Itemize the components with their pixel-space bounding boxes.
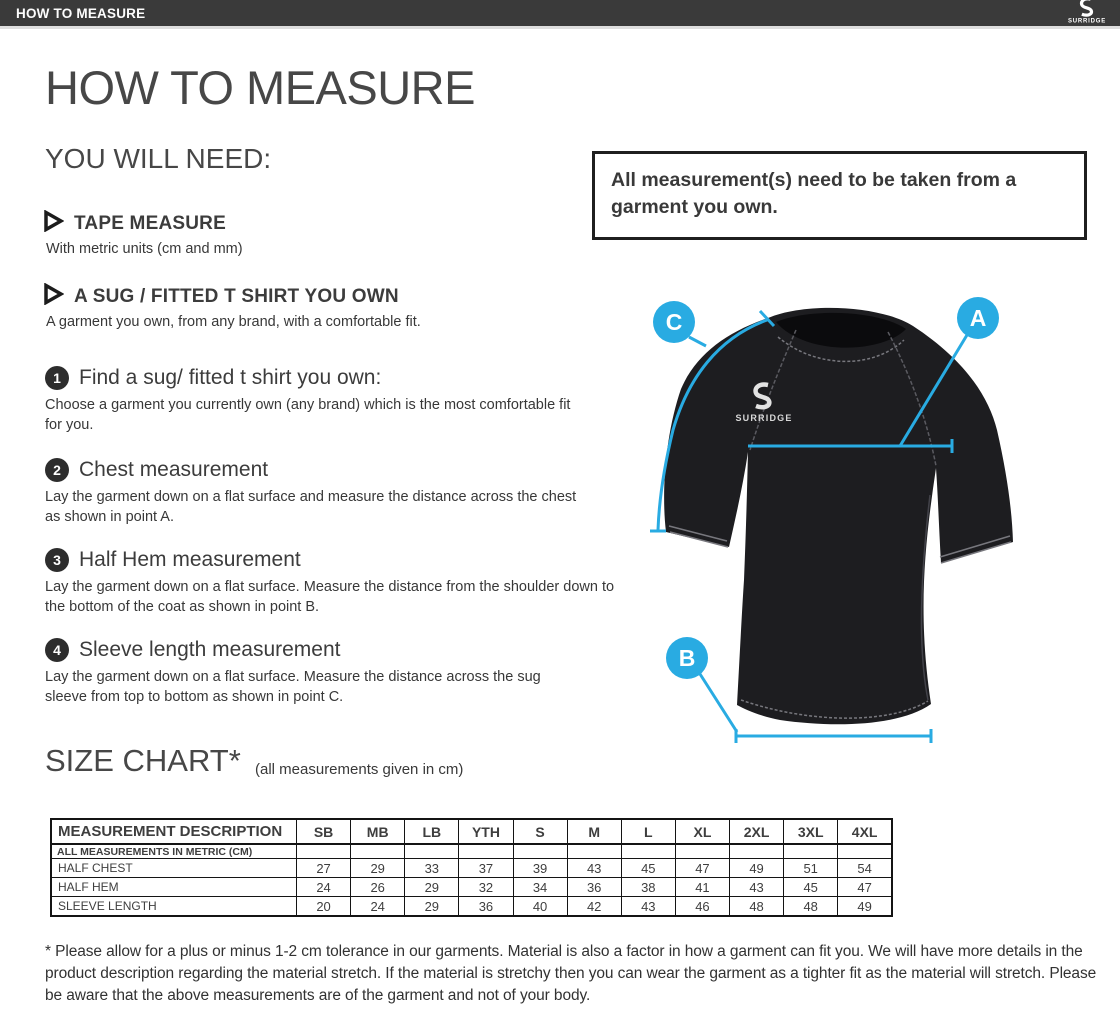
step-item-4 [45,638,580,707]
table-cell: 36 [459,897,513,917]
table-cell: 45 [621,859,675,878]
table-cell-empty [351,844,405,859]
step-item-1 [45,366,580,435]
table-cell: 48 [784,897,838,917]
measure-point-a-label: A [969,305,987,331]
size-chart-table [50,818,893,917]
play-triangle-icon [43,210,64,237]
table-cell: 51 [784,859,838,878]
table-row-label: SLEEVE LENGTH [51,897,297,917]
table-cell: 24 [351,897,405,917]
need-item-head [43,283,421,310]
need-item-tape-measure [43,210,243,257]
table-row-label: HALF CHEST [51,859,297,878]
need-item-head [43,210,243,237]
table-header-size: MB [351,819,405,844]
table-cell: 39 [513,859,567,878]
table-header-row [51,819,892,844]
step-head [45,638,580,662]
table-row-label: HALF HEM [51,878,297,897]
table-row [51,859,892,878]
table-header-size: L [621,819,675,844]
notice-box [592,151,1087,240]
table-header-size: 4XL [838,819,892,844]
page-title: HOW TO MEASURE [45,61,475,114]
table-cell-empty [838,844,892,859]
table-header-size: 3XL [784,819,838,844]
size-chart-heading: SIZE CHART* [45,743,241,778]
step-head [45,548,633,572]
table-metric-row [51,844,892,859]
table-row [51,897,892,917]
surridge-logo-icon [1064,0,1110,29]
table-cell: 49 [730,859,784,878]
table-row [51,878,892,897]
table-header-size: S [513,819,567,844]
table-cell: 20 [297,897,351,917]
need-item-description: A garment you own, from any brand, with a comfortable fit. [46,314,421,330]
table-cell-empty [675,844,729,859]
table-cell: 26 [351,878,405,897]
shirt-diagram [600,280,1120,780]
size-chart-table-body [51,844,892,916]
table-cell: 27 [297,859,351,878]
measure-point-b-label: B [678,645,696,671]
table-cell: 33 [405,859,459,878]
table-cell: 24 [297,878,351,897]
step-number-badge: 4 [45,638,69,662]
step-head [45,366,580,390]
table-cell: 43 [621,897,675,917]
table-cell-empty [459,844,513,859]
step-number-badge: 1 [45,366,69,390]
need-item-tshirt [43,283,421,330]
table-cell: 47 [838,878,892,897]
step-title: Half Hem measurement [79,548,301,571]
table-cell: 43 [730,878,784,897]
table-cell: 47 [675,859,729,878]
step-number-badge: 3 [45,548,69,572]
step-item-2 [45,458,580,527]
step-head [45,458,580,482]
surridge-logo-text: SURRIDGE [1067,18,1107,24]
table-cell: 36 [567,878,621,897]
table-cell-empty [784,844,838,859]
step-number-badge: 2 [45,458,69,482]
table-header-size: LB [405,819,459,844]
table-cell: 45 [784,878,838,897]
topbar-title: HOW TO MEASURE [16,5,146,21]
table-cell-empty [405,844,459,859]
table-cell: 32 [459,878,513,897]
table-cell: 43 [567,859,621,878]
table-cell: 40 [513,897,567,917]
table-header-size: 2XL [730,819,784,844]
step-description: Choose a garment you currently own (any brand) which is the most comfortable fit for you. [45,397,571,433]
table-cell-empty [621,844,675,859]
disclaimer-text: * Please allow for a plus or minus 1-2 cm tolerance in our garments. Material is also a factor in how a garment can fit you. We will have more details in the product description regarding the material stretch. If the material is stretchy then you can wear the garment as a tighter fit as the material will stretch. Please be aware that the above measurements are of the garment and not of your body. [45,943,1097,1004]
measure-point-c-label: C [665,309,683,335]
table-cell: 48 [730,897,784,917]
table-cell: 46 [675,897,729,917]
table-cell: 37 [459,859,513,878]
step-description: Lay the garment down on a flat surface and measure the distance across the chest as shown in point A. [45,489,577,525]
table-cell: 29 [351,859,405,878]
table-cell-empty [297,844,351,859]
table-cell: 38 [621,878,675,897]
step-description: Lay the garment down on a flat surface. Measure the distance across the sug sleeve from top to bottom as shown in point C. [45,669,541,705]
shirt-body [664,308,1013,724]
table-cell-empty [513,844,567,859]
table-cell: 29 [405,897,459,917]
step-title: Find a sug/ fitted t shirt you own: [79,366,382,389]
need-item-label: A SUG / FITTED T SHIRT YOU OWN [74,285,399,307]
step-title: Chest measurement [79,458,269,481]
step-item-3 [45,548,633,617]
step-title: Sleeve length measurement [79,638,341,661]
topbar [0,0,1120,29]
need-item-label: TAPE MEASURE [74,212,226,234]
table-cell: 34 [513,878,567,897]
table-header-size: M [567,819,621,844]
table-cell: 49 [838,897,892,917]
table-header-size: YTH [459,819,513,844]
need-item-description: With metric units (cm and mm) [46,241,243,257]
table-metric-label: ALL MEASUREMENTS IN METRIC (CM) [51,844,297,859]
size-chart-subheading: (all measurements given in cm) [255,761,464,778]
notice-text: All measurement(s) need to be taken from a garment you own. [611,169,1017,219]
table-cell-empty [567,844,621,859]
table-header-description: MEASUREMENT DESCRIPTION [51,819,297,844]
step-description: Lay the garment down on a flat surface. Measure the distance from the shoulder down to the bottom of the coat as shown in point B. [45,579,615,615]
table-cell-empty [730,844,784,859]
table-header-size: SB [297,819,351,844]
table-cell: 54 [838,859,892,878]
play-triangle-icon [43,283,64,310]
table-header-size: XL [675,819,729,844]
table-cell: 41 [675,878,729,897]
shirt-logo-text: SURRIDGE [735,413,793,423]
size-chart-table-head [51,819,892,844]
table-cell: 42 [567,897,621,917]
you-will-need-heading: YOU WILL NEED: [45,143,272,174]
table-cell: 29 [405,878,459,897]
